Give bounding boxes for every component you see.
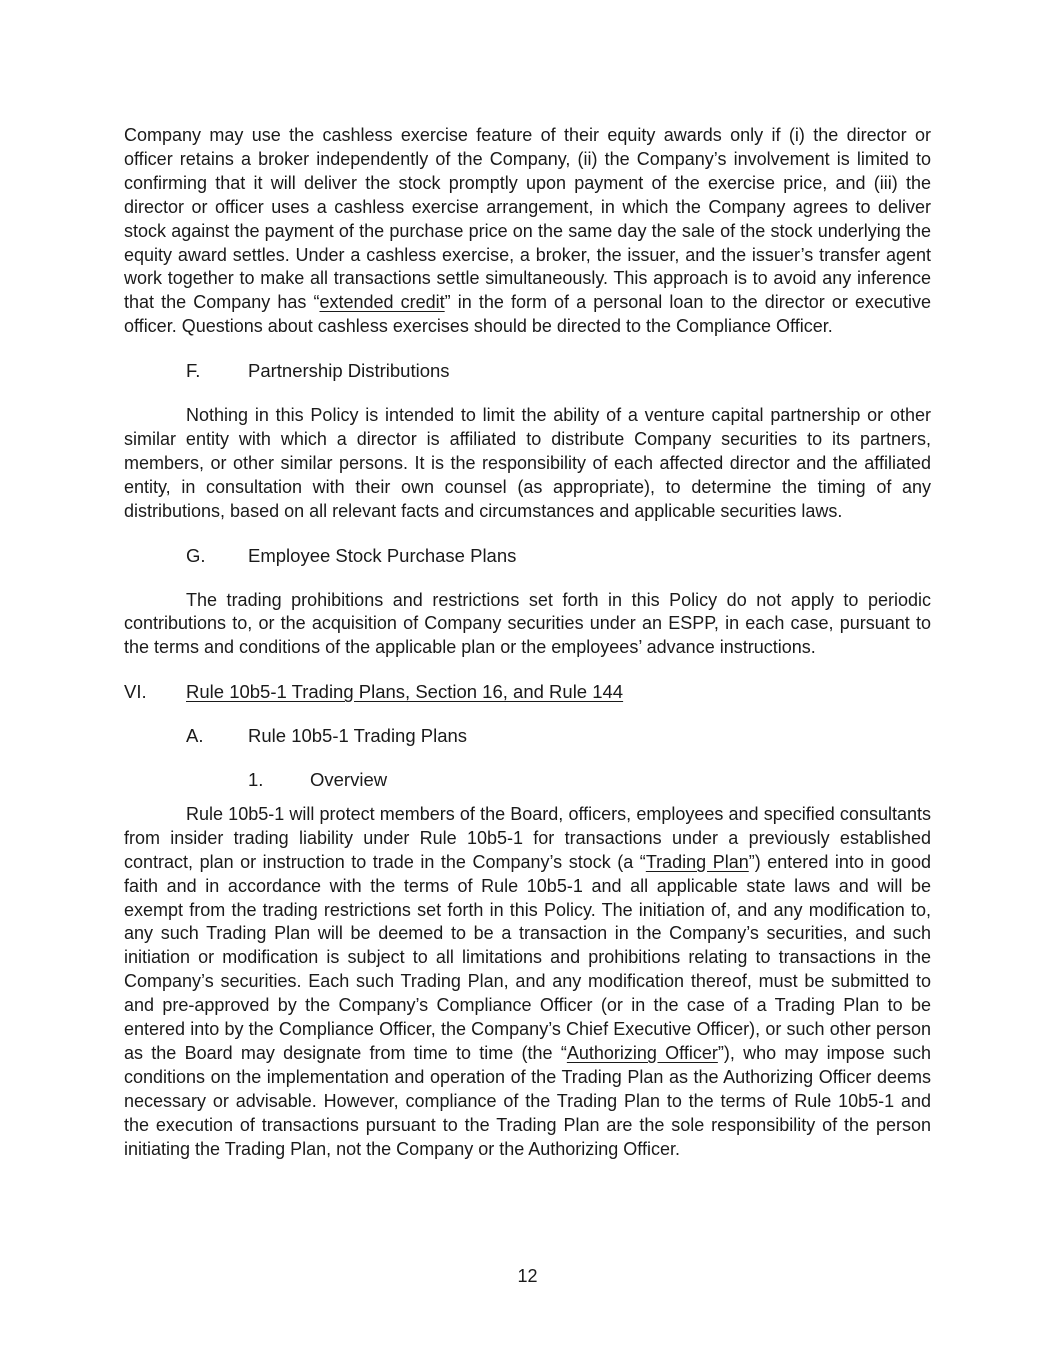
heading-title: Rule 10b5-1 Trading Plans bbox=[248, 725, 468, 747]
heading-number: G. bbox=[186, 544, 206, 566]
cashless-text-end: ” in the form of a personal loan to the director or executive officer. Questions about cashless exercises should be directed to the Compliance Officer. bbox=[124, 292, 931, 337]
overview-text-3: ”), who may impose such conditions on the implementation and operation of the Trading Plan as the Authorizing Officer deems necessary or advisable. However, compliance of the Trading Plan to the terms of Rule 10b5-1 and the execution of transactions pursuant to the Trading Plan are the sole responsibility of the person initiating the Trading Plan, not the Company or the Authorizing Officer. bbox=[124, 1043, 931, 1159]
document-page bbox=[124, 124, 931, 1162]
heading-number: VI. bbox=[124, 681, 147, 703]
paragraph-espp: The trading prohibitions and restrictions set forth in this Policy do not apply to periodic contributions to, or the acquisition of Company securities under an ESPP, in each case, pursuant to the terms and conditions of the applicable plan or the employees’ advance instructions. bbox=[124, 589, 931, 658]
overview-text-1: Rule 10b5-1 will protect members of the Board, officers, employees and specified consultants from insider trading liability under Rule 10b5-1 for transactions under a previously established contract, plan or instruction to trade in the Company’s stock (a “ bbox=[124, 803, 931, 872]
paragraph-overview bbox=[124, 803, 931, 1162]
overview-text-2: ”) entered into in good faith and in accordance with the terms of Rule 10b5-1 and all applicable state laws and will be exempt from the trading restrictions set forth in this Policy. The initiation of, and any modification to, any such Trading Plan will be deemed to be a transaction in the Company’s securities, and such initiation or modification is subject to all limitations and prohibitions relating to transactions in the Company’s securities. Each such Trading Plan, and any modification thereof, must be submitted to and pre-approved by the Company’s Compliance Officer (or in the case of a Trading Plan to be entered into by the Compliance Officer, the Company’s Chief Executive Officer), or such other person as the Board may designate from time to time (the “ bbox=[124, 851, 932, 1063]
paragraph-partnership-distributions: Nothing in this Policy is intended to limit the ability of a venture capital partnership or other similar entity with which a director is affiliated to distribute Company securities to its partners, members, or other similar persons. It is the responsibility of each affected director and the affiliated entity, in consultation with their own counsel (as appropriate), to determine the timing of any distributions, based on all relevant facts and circumstances and applicable securities laws. bbox=[124, 405, 931, 521]
heading-title: Rule 10b5-1 Trading Plans, Section 16, and Rule 144 bbox=[186, 681, 624, 703]
page-number: 12 bbox=[517, 1266, 538, 1286]
heading-section-vi bbox=[124, 680, 931, 704]
heading-rule-10b5-1-trading-plans bbox=[124, 724, 931, 748]
heading-partnership-distributions bbox=[124, 359, 931, 383]
defined-term-extended-credit: extended credit bbox=[319, 292, 445, 313]
heading-number: F. bbox=[186, 360, 201, 382]
heading-overview bbox=[124, 768, 931, 792]
heading-title: Partnership Distributions bbox=[248, 360, 450, 382]
paragraph-cashless-exercise bbox=[124, 124, 931, 339]
heading-number: 1. bbox=[248, 769, 264, 791]
heading-employee-stock-purchase-plans bbox=[124, 544, 931, 568]
heading-number: A. bbox=[186, 725, 204, 747]
defined-term-trading-plan: Trading Plan bbox=[645, 851, 749, 872]
cashless-text-start: Company may use the cashless exercise feature of their equity awards only if (i) the director or officer retains a broker independently of the Company, (ii) the Company’s involvement is limited to confirming that it will deliver the stock promptly upon payment of the exercise price, and (iii) the director or officer uses a cashless exercise arrangement, in which the Company agrees to deliver stock against the payment of the purchase price on the same day the sale of the stock underlying the equity award settles. Under a cashless exercise, a broker, the issuer, and the issuer’s transfer agent work together to make all transactions settle simultaneously. This approach is to avoid any inference that the Company has “ bbox=[124, 125, 931, 313]
defined-term-authorizing-officer: Authorizing Officer bbox=[566, 1043, 718, 1063]
heading-title: Overview bbox=[310, 769, 388, 791]
heading-title: Employee Stock Purchase Plans bbox=[248, 544, 517, 566]
